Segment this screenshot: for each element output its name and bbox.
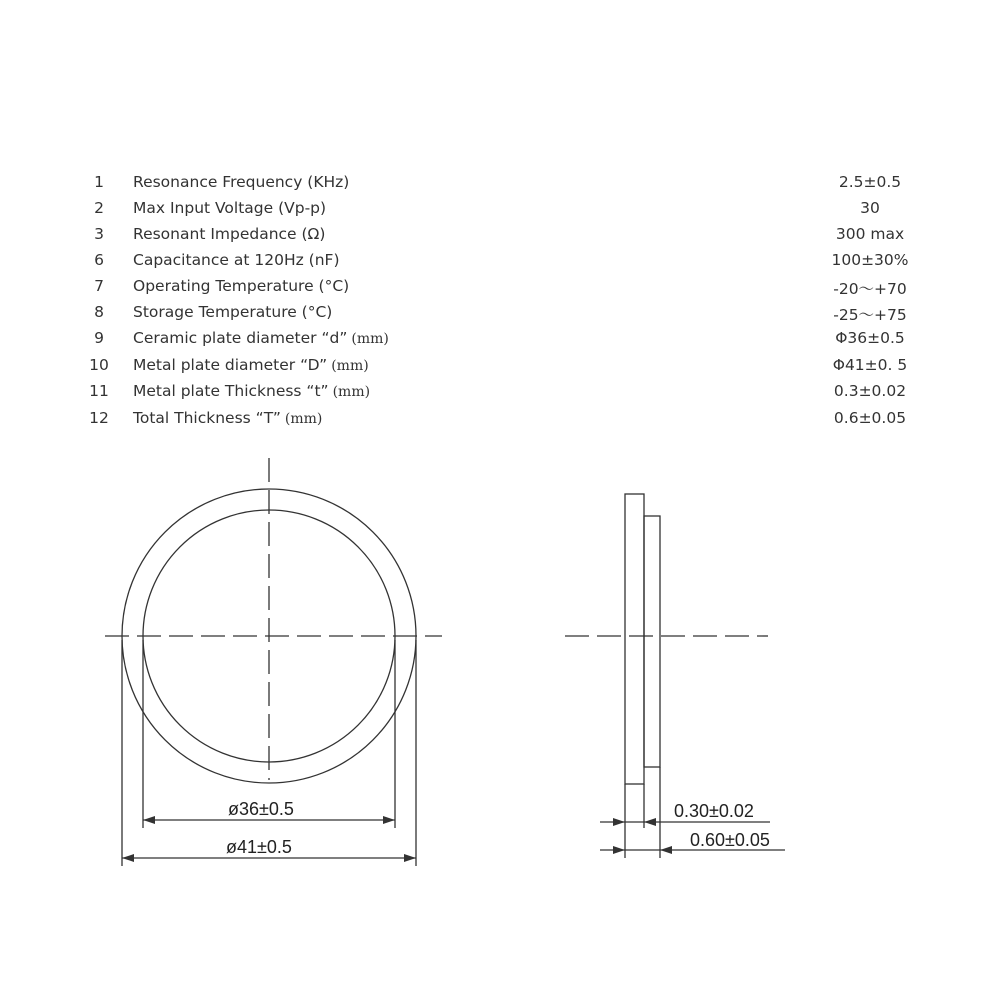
- spec-number: 11: [89, 382, 109, 400]
- spec-parameter-label: Resonant Impedance (Ω): [133, 225, 326, 243]
- spec-parameter: [133, 409, 322, 427]
- spec-row: [0, 382, 1002, 408]
- spec-parameter-label: Operating Temperature (°C): [133, 277, 350, 295]
- spec-row: [0, 251, 1002, 277]
- arrowhead: [383, 816, 395, 824]
- spec-value: 0.3±0.02: [833, 382, 907, 400]
- arrowhead: [404, 854, 416, 862]
- metal-diameter-label: ø41±0.5: [226, 837, 292, 857]
- spec-parameter-label: Storage Temperature (°C): [133, 303, 333, 321]
- spec-number: 8: [94, 303, 104, 321]
- spec-parameter-label: Capacitance at 120Hz (nF): [133, 251, 340, 269]
- spec-value: Φ36±0.5: [835, 329, 905, 347]
- spec-number: 3: [94, 225, 104, 243]
- total-thickness-label: 0.60±0.05: [690, 830, 770, 850]
- spec-parameter: [133, 277, 349, 295]
- spec-number: 1: [94, 173, 104, 191]
- spec-value: 100±30%: [831, 251, 909, 269]
- ceramic-diameter-label: ø36±0.5: [228, 799, 294, 819]
- spec-unit: (mm): [331, 358, 369, 374]
- arrowhead: [122, 854, 134, 862]
- spec-value: 30: [860, 199, 880, 217]
- spec-row: [0, 303, 1002, 329]
- spec-unit: (mm): [332, 384, 371, 400]
- spec-number: 7: [94, 277, 104, 295]
- arrowhead: [660, 846, 672, 854]
- spec-parameter-label: Max Input Voltage (Vp-p): [133, 199, 327, 217]
- spec-parameter: [133, 329, 389, 347]
- spec-parameter: [133, 251, 340, 269]
- spec-table: [0, 0, 1002, 440]
- metal-plate-section: [625, 494, 644, 784]
- spec-value: -25～+75: [833, 306, 907, 324]
- spec-parameter: [133, 382, 370, 400]
- spec-value: 2.5±0.5: [838, 173, 902, 191]
- spec-number: 2: [94, 199, 104, 217]
- spec-parameter-label: Total Thickness “T”: [133, 409, 281, 427]
- technical-drawing: [0, 440, 1002, 1002]
- spec-parameter-label: Metal plate diameter “D”: [133, 356, 328, 374]
- arrowhead: [613, 846, 625, 854]
- spec-unit: (mm): [284, 411, 323, 427]
- arrowhead: [143, 816, 155, 824]
- spec-number: 9: [94, 329, 104, 347]
- spec-unit: (mm): [351, 331, 389, 347]
- spec-row: [0, 225, 1002, 251]
- metal-thickness-label: 0.30±0.02: [674, 801, 754, 821]
- spec-parameter-label: Ceramic plate diameter “d”: [133, 329, 348, 347]
- spec-value: 0.6±0.05: [833, 409, 907, 427]
- spec-parameter: [133, 225, 325, 243]
- spec-value: 300 max: [835, 225, 905, 243]
- spec-row: [0, 356, 1002, 382]
- spec-row: [0, 409, 1002, 435]
- spec-parameter: [133, 303, 332, 321]
- spec-row: [0, 199, 1002, 225]
- spec-parameter: [133, 173, 349, 191]
- ceramic-plate-section: [644, 516, 660, 767]
- spec-number: 12: [89, 409, 109, 427]
- spec-row: [0, 277, 1002, 303]
- spec-parameter: [133, 356, 369, 374]
- arrowhead: [613, 818, 625, 826]
- spec-value: Φ41±0. 5: [832, 356, 908, 374]
- arrowhead: [644, 818, 656, 826]
- spec-parameter-label: Metal plate Thickness “t”: [133, 382, 329, 400]
- spec-number: 6: [94, 251, 104, 269]
- spec-parameter: [133, 199, 326, 217]
- spec-value: -20～+70: [833, 280, 907, 298]
- spec-parameter-label: Resonance Frequency (KHz): [133, 173, 350, 191]
- spec-row: [0, 173, 1002, 199]
- spec-row: [0, 329, 1002, 355]
- spec-number: 10: [89, 356, 109, 374]
